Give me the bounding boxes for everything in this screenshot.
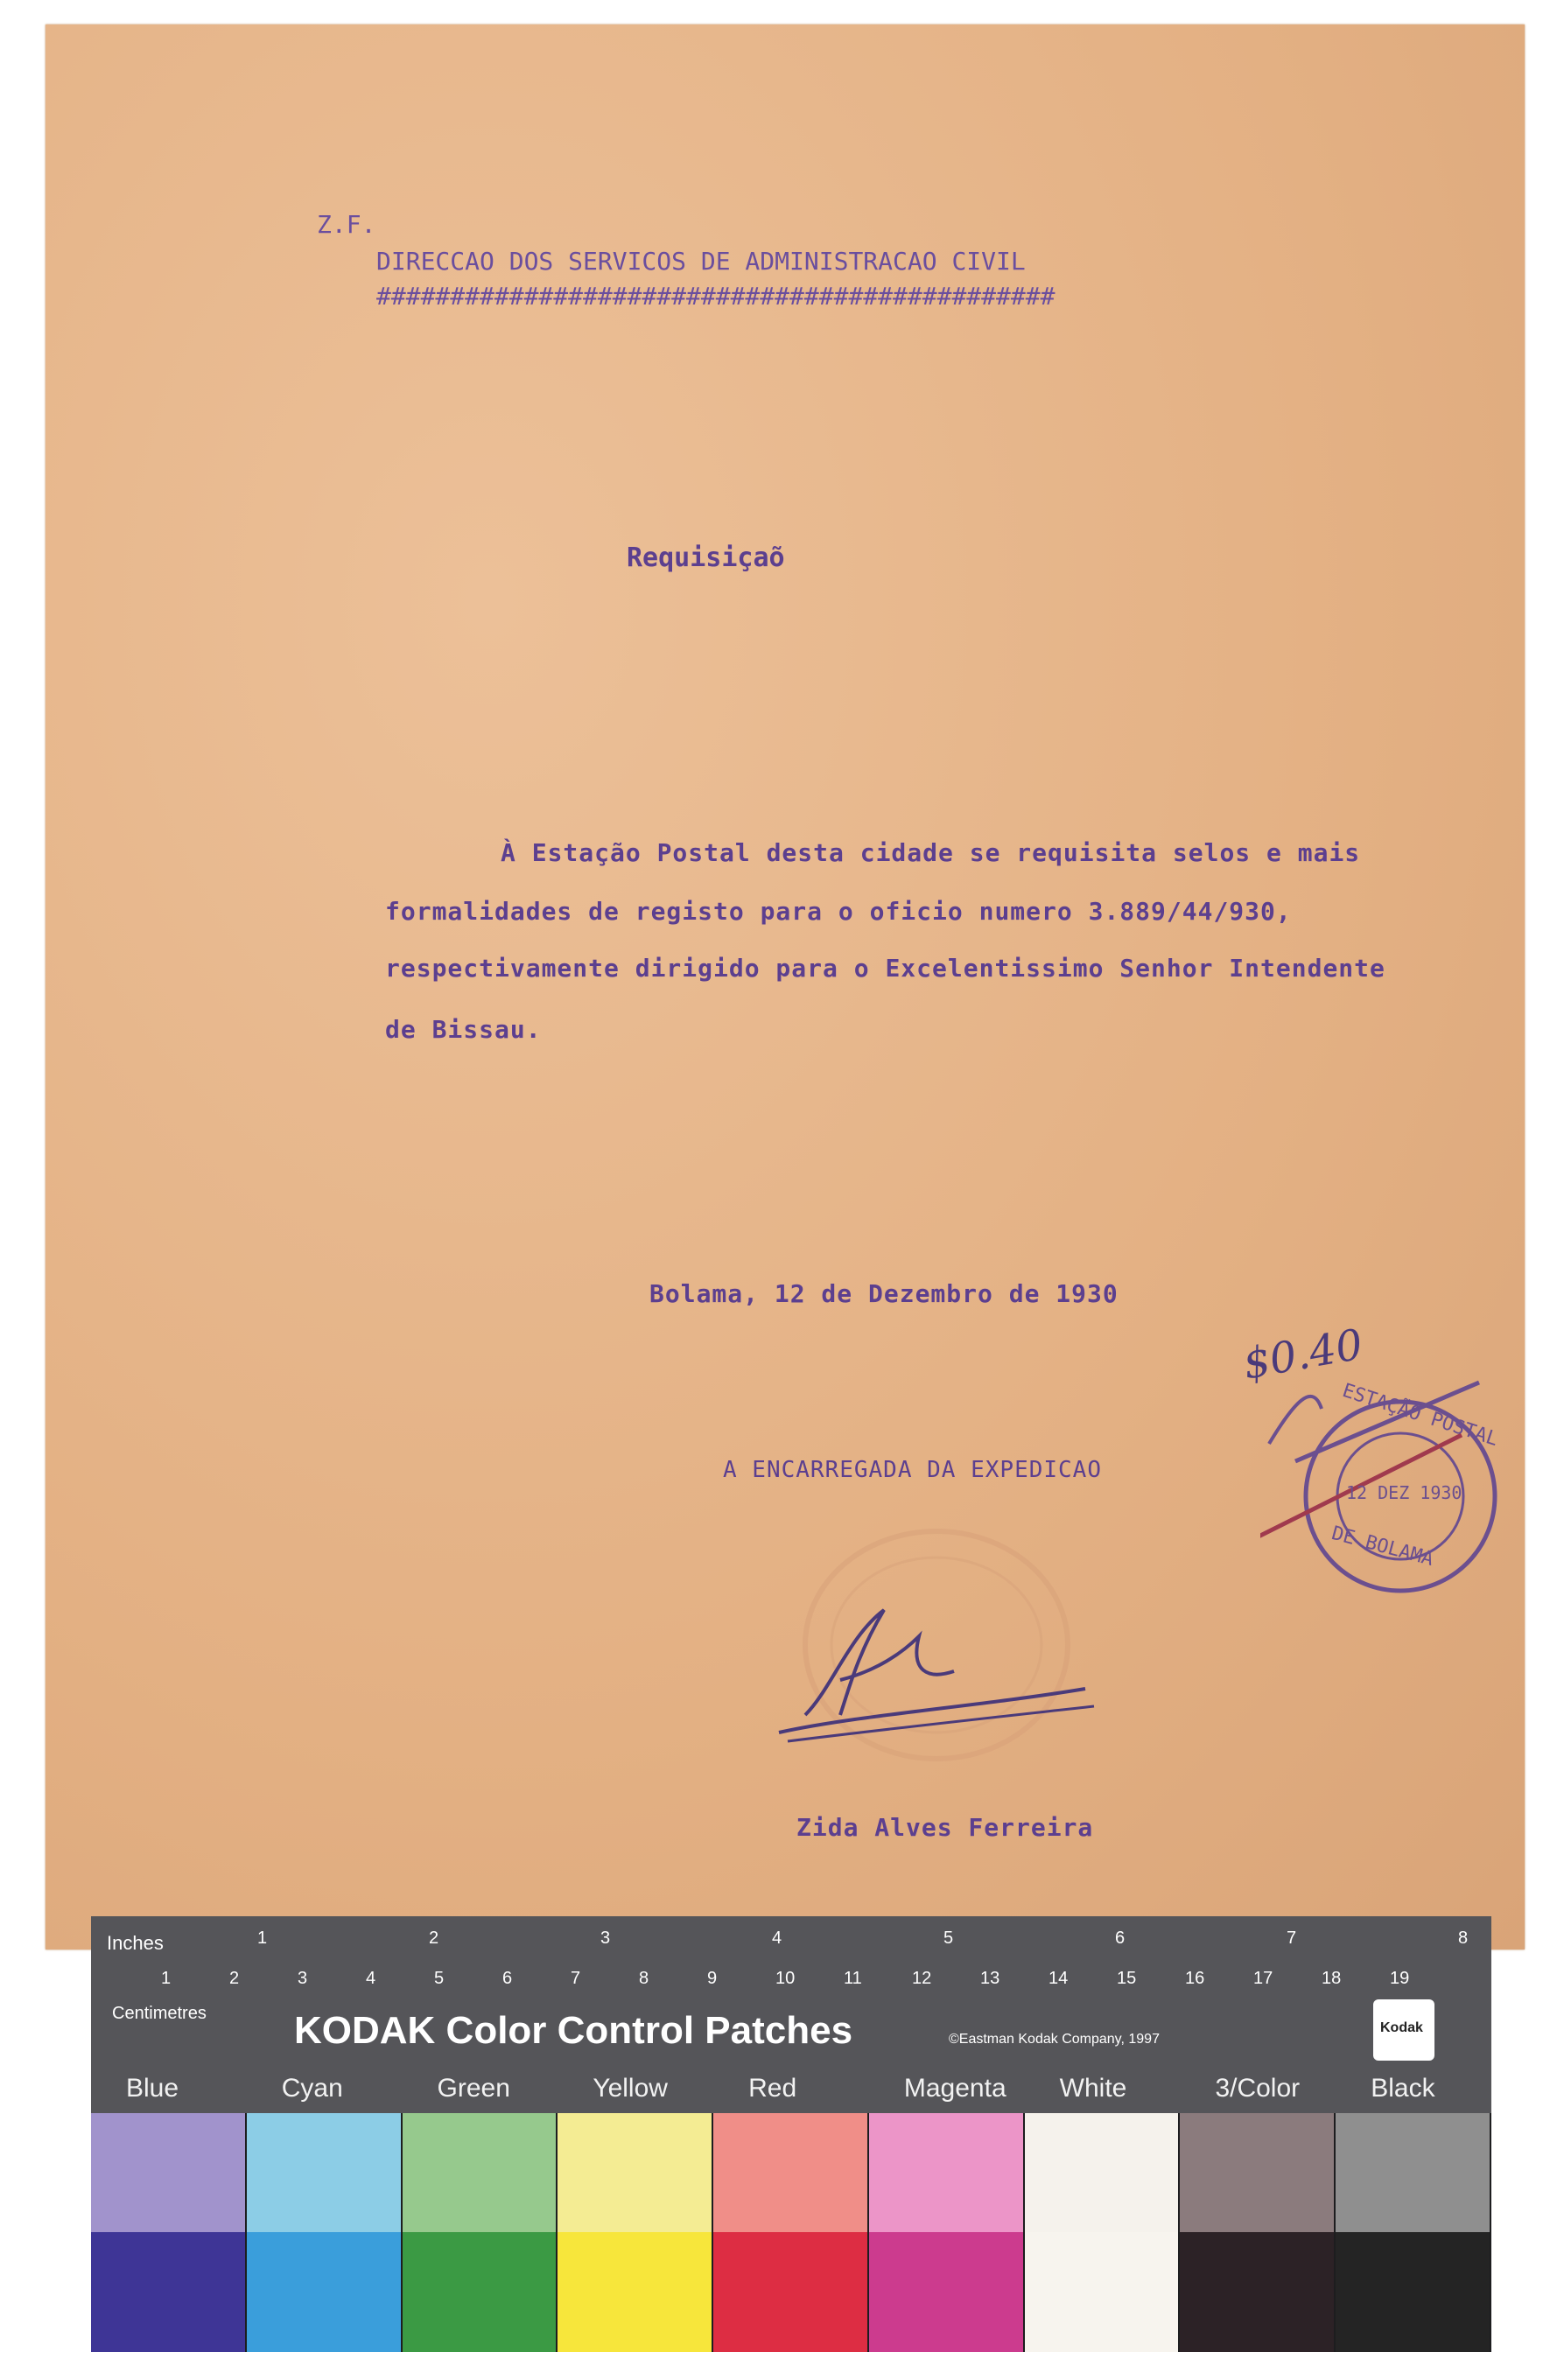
kodak-logo-text: Kodak: [1380, 2020, 1423, 2035]
color-patch-light: [403, 2113, 557, 2232]
kodak-logo: [1373, 1999, 1434, 2061]
color-patch-light: [91, 2113, 245, 2232]
color-patch-dark: [403, 2232, 557, 2352]
patch-label: Cyan: [281, 2074, 343, 2103]
inch-tick-label: 1: [257, 1928, 268, 1948]
patch-label: Blue: [126, 2074, 179, 2103]
inch-tick-label: 6: [1115, 1928, 1126, 1948]
color-patch-dark: [91, 2232, 245, 2352]
patch-label: Red: [748, 2074, 797, 2103]
document-title: Requisiçaõ: [627, 542, 785, 573]
cm-tick-label: 13: [980, 1969, 1000, 1988]
body-line-2: formalidades de registo para o oficio numero 3.889/44/930,: [385, 897, 1292, 926]
centimetres-label: Centimetres: [112, 2004, 207, 2023]
copyright-note: ©Eastman Kodak Company, 1997: [949, 2032, 1160, 2047]
inch-tick-label: 4: [772, 1928, 782, 1948]
cm-tick-label: 12: [912, 1969, 932, 1988]
patch-label: White: [1059, 2074, 1127, 2103]
inch-tick-label: 5: [943, 1928, 954, 1948]
department-heading: DIRECCAO DOS SERVICOS DE ADMINISTRACAO CIVIL: [376, 247, 1026, 276]
cm-tick-label: 1: [161, 1969, 172, 1988]
color-patch-light: [713, 2113, 867, 2232]
cm-tick-label: 4: [366, 1969, 376, 1988]
body-line-4: de Bissau.: [385, 1015, 542, 1044]
postmark-top-text: ESTAÇÃO POSTAL: [1339, 1379, 1501, 1452]
color-patch-light: [1336, 2113, 1490, 2232]
signatory-name: Zida Alves Ferreira: [796, 1813, 1094, 1842]
cm-tick-label: 15: [1117, 1969, 1137, 1988]
cm-tick-label: 5: [434, 1969, 445, 1988]
body-line-1: À Estação Postal desta cidade se requisita selos e mais: [501, 838, 1361, 867]
patch-label: 3/Color: [1215, 2074, 1301, 2103]
cm-tick-label: 7: [571, 1969, 581, 1988]
cm-tick-label: 9: [707, 1969, 718, 1988]
inch-tick-label: 8: [1458, 1928, 1469, 1948]
color-patch-dark: [1336, 2232, 1490, 2352]
cm-tick-label: 16: [1185, 1969, 1205, 1988]
cm-tick-label: 3: [298, 1969, 308, 1988]
cm-tick-label: 6: [502, 1969, 513, 1988]
color-patch-light: [1025, 2113, 1179, 2232]
color-patch-dark: [869, 2232, 1023, 2352]
ruler-band: [91, 1916, 1491, 2065]
handwritten-postage-amount: $0.40: [1239, 1320, 1367, 1390]
cm-tick-label: 10: [775, 1969, 796, 1988]
color-patch-light: [869, 2113, 1023, 2232]
color-patch-light: [247, 2113, 401, 2232]
handwritten-signature: [753, 1584, 1103, 1759]
inch-tick-label: 2: [429, 1928, 439, 1948]
inches-label: Inches: [107, 1932, 164, 1954]
color-patch-light: [558, 2113, 712, 2232]
cm-tick-label: 8: [639, 1969, 649, 1988]
patch-label: Black: [1371, 2074, 1435, 2103]
body-line-3: respectivamente dirigido para o Excelentissimo Senhor Intendente: [385, 954, 1385, 983]
color-patch-dark: [713, 2232, 867, 2352]
cm-tick-label: 2: [229, 1969, 240, 1988]
color-patch-light: [1180, 2113, 1334, 2232]
color-patch-dark: [1180, 2232, 1334, 2352]
patch-label: Green: [437, 2074, 510, 2103]
color-control-target: [91, 1916, 1491, 2352]
color-patch-dark: [1025, 2232, 1179, 2352]
target-title: KODAK Color Control Patches: [294, 2009, 853, 2052]
color-patch-dark: [247, 2232, 401, 2352]
inch-tick-label: 7: [1287, 1928, 1297, 1948]
reference-code: Z.F.: [317, 210, 376, 239]
color-patch-dark: [558, 2232, 712, 2352]
patch-labels-row: [91, 2065, 1491, 2113]
postmark-date: 12 DEZ 1930: [1346, 1482, 1462, 1503]
cm-tick-label: 19: [1390, 1969, 1410, 1988]
cm-tick-label: 18: [1322, 1969, 1342, 1988]
inch-tick-label: 3: [600, 1928, 611, 1948]
cm-tick-label: 17: [1253, 1969, 1273, 1988]
cm-tick-label: 14: [1049, 1969, 1069, 1988]
patch-label: Yellow: [593, 2074, 668, 2103]
patch-label: Magenta: [903, 2074, 1006, 2103]
postmark-bottom-text: DE BOLAMA: [1329, 1522, 1436, 1572]
place-date: Bolama, 12 de Dezembro de 1930: [649, 1279, 1119, 1308]
signatory-role: A ENCARREGADA DA EXPEDICAO: [723, 1457, 1102, 1483]
cm-tick-label: 11: [844, 1969, 862, 1988]
heading-strikethrough: ##############################################: [376, 282, 1056, 311]
